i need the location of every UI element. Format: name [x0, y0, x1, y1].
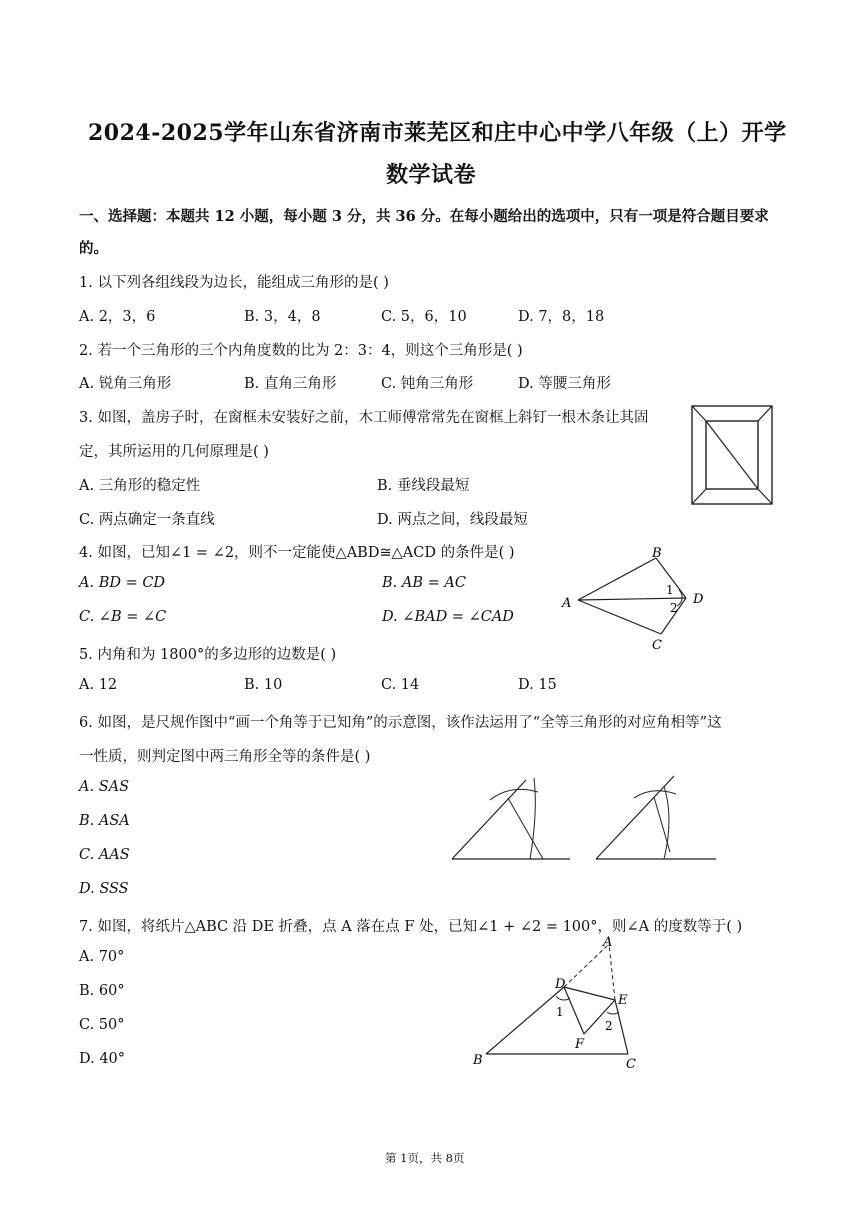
- page-title-line2: 数学试卷: [386, 162, 477, 188]
- folded-triangle-figure: [466, 932, 656, 1072]
- page-number: 第 1页，共 8页: [385, 1151, 465, 1165]
- question-4-option-d: D. ∠BAD = ∠CAD: [382, 609, 514, 625]
- question-3-option-a: A. 三角形的稳定性: [79, 478, 201, 494]
- question-6-option-a: A. SAS: [79, 779, 130, 795]
- question-7-option-d: D. 40°: [79, 1051, 126, 1067]
- angle-1-label: 1: [556, 1005, 564, 1019]
- question-3-option-c: C. 两点确定一条直线: [79, 512, 215, 528]
- question-2-option-d: D. 等腰三角形: [518, 376, 611, 392]
- section-header-cont: 的。: [79, 240, 108, 257]
- question-7-stem: 7. 如图，将纸片△ABC 沿 DE 折叠，点 A 落在点 F 处，已知∠1 + ∠2 = 100°，则∠A 的度数等于( ): [79, 919, 743, 935]
- question-6-stem: 6. 如图，是尺规作图中“画一个角等于已知角”的示意图，该作法运用了“全等三角形的对应角相等”这: [79, 715, 722, 731]
- question-4-option-c: C. ∠B = ∠C: [79, 609, 167, 625]
- question-5-option-c: C. 14: [381, 677, 420, 693]
- question-1-option-d: D. 7，8，18: [518, 309, 605, 325]
- question-6-option-b: B. ASA: [79, 813, 130, 829]
- label-b: B: [652, 546, 662, 561]
- question-3-option-d: D. 两点之间，线段最短: [377, 512, 528, 528]
- question-6-option-d: D. SSS: [79, 881, 129, 897]
- question-2-stem: 2. 若一个三角形的三个内角度数的比为 2：3：4，则这个三角形是( ): [79, 343, 523, 359]
- question-1-option-c: C. 5，6，10: [381, 309, 467, 325]
- angle-construction-figure: [446, 772, 726, 864]
- label-c: C: [652, 638, 662, 653]
- question-4-stem: 4. 如图，已知∠1 = ∠2，则不一定能使△ABD≅△ACD 的条件是( ): [79, 545, 515, 561]
- label-d: D: [555, 977, 566, 992]
- label-d: D: [693, 592, 704, 607]
- question-1-option-b: B. 3，4，8: [244, 309, 321, 325]
- question-7-option-b: B. 60°: [79, 983, 125, 999]
- question-7-option-a: A. 70°: [79, 949, 125, 965]
- question-5-option-b: B. 10: [244, 677, 283, 693]
- question-4-option-b: B. AB = AC: [382, 575, 466, 591]
- label-a: A: [603, 935, 613, 950]
- angle-1-label: 1: [666, 583, 674, 597]
- question-6-stem-cont: 一性质，则判定图中两三角形全等的条件是( ): [79, 749, 371, 765]
- label-c: C: [626, 1057, 636, 1072]
- question-3-option-b: B. 垂线段最短: [377, 478, 470, 494]
- label-e: E: [618, 993, 628, 1008]
- window-frame-figure: [690, 404, 774, 506]
- question-4-option-a: A. BD = CD: [79, 575, 166, 591]
- question-3-stem-cont: 定，其所运用的几何原理是( ): [79, 444, 269, 460]
- question-2-option-b: B. 直角三角形: [244, 376, 337, 392]
- question-5-stem: 5. 内角和为 1800°的多边形的边数是( ): [79, 647, 337, 663]
- label-f: F: [575, 1037, 585, 1052]
- angle-2-label: 2: [605, 1019, 613, 1033]
- angle-2-label: 2: [670, 601, 678, 615]
- question-1-option-a: A. 2，3，6: [79, 309, 156, 325]
- section-header: 一、选择题：本题共 12 小题，每小题 3 分，共 36 分。在每小题给出的选项中，只有一项是符合题目要求: [79, 208, 769, 225]
- question-3-stem: 3. 如图，盖房子时，在窗框未安装好之前，木工师傅常常先在窗框上斜钉一根木条让其固: [79, 410, 649, 426]
- question-1-stem: 1. 以下列各组线段为边长，能组成三角形的是( ): [79, 275, 389, 291]
- label-b: B: [473, 1053, 483, 1068]
- question-2-option-c: C. 钝角三角形: [381, 376, 474, 392]
- question-5-option-d: D. 15: [518, 677, 557, 693]
- question-7-option-c: C. 50°: [79, 1017, 125, 1033]
- question-6-option-c: C. AAS: [79, 847, 130, 863]
- question-5-option-a: A. 12: [79, 677, 118, 693]
- question-2-option-a: A. 锐角三角形: [79, 376, 172, 392]
- label-a: A: [562, 596, 572, 611]
- triangle-abd-acd-figure: [556, 546, 716, 656]
- page-title-line1: 2024-2025学年山东省济南市莱芜区和庄中心中学八年级（上）开学: [88, 120, 787, 146]
